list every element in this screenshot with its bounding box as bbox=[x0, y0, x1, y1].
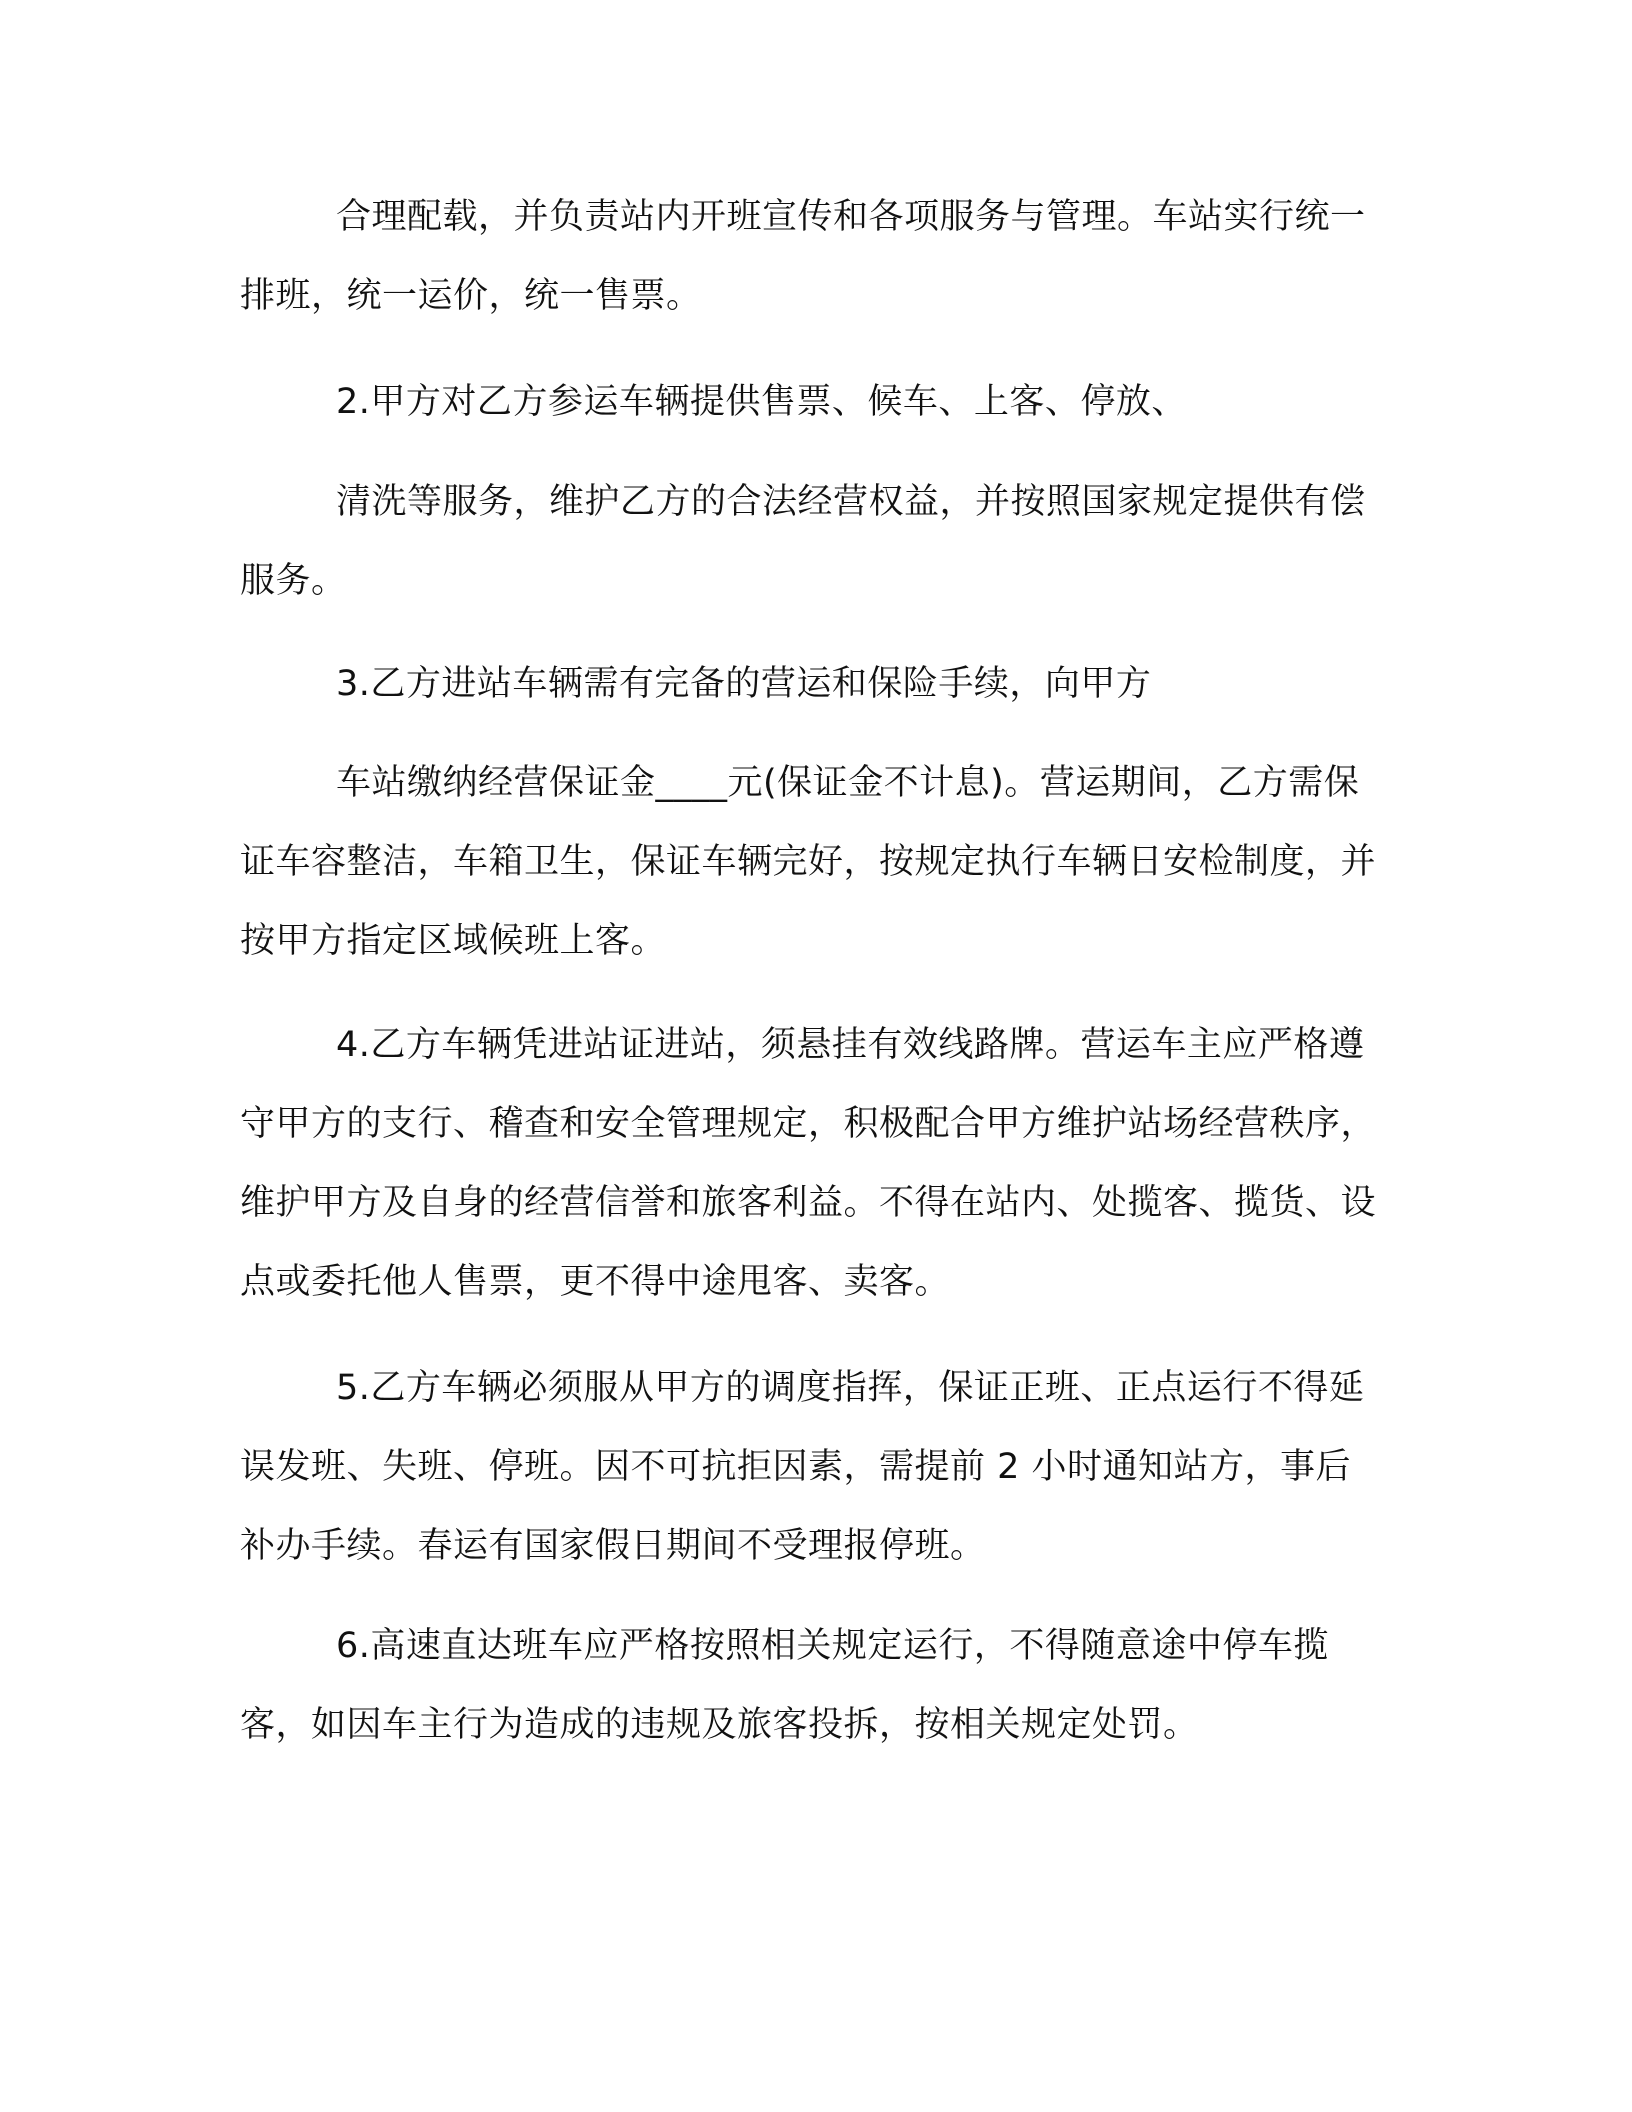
paragraph-8: 6.高速直达班车应严格按照相关规定运行，不得随意途中停车揽客，如因车主行为造成的违规及旅客投拆，按相关规定处罚。 bbox=[240, 1626, 1329, 1745]
paragraph-3: 清洗等服务，维护乙方的合法经营权益，并按照国家规定提供有偿服务。 bbox=[240, 482, 1366, 601]
paragraph-6: 4.乙方车辆凭进站证进站，须悬挂有效线路牌。营运车主应严格遵守甲方的支行、稽查和安全管理规定，积极配合甲方维护站场经营秩序，维护甲方及自身的经营信誉和旅客利益。不得在站内、处揽客、揽货、设点或委托他人售票，更不得中途甩客、卖客。 bbox=[240, 1025, 1377, 1302]
paragraph-5: 车站缴纳经营保证金____元(保证金不计息)。营运期间，乙方需保证车容整洁，车箱卫生，保证车辆完好，按规定执行车辆日安检制度，并按甲方指定区域候班上客。 bbox=[240, 763, 1377, 961]
paragraph-1: 合理配载，并负责站内开班宣传和各项服务与管理。车站实行统一排班，统一运价，统一售票。 bbox=[240, 197, 1366, 316]
paragraph-7: 5.乙方车辆必须服从甲方的调度指挥，保证正班、正点运行不得延误发班、失班、停班。因不可抗拒因素，需提前 2 小时通知站方，事后补办手续。春运有国家假日期间不受理报停班。 bbox=[240, 1368, 1365, 1566]
paragraph-4: 3.乙方进站车辆需有完备的营运和保险手续，向甲方 bbox=[336, 664, 1152, 704]
paragraph-2: 2.甲方对乙方参运车辆提供售票、候车、上客、停放、 bbox=[336, 382, 1187, 422]
